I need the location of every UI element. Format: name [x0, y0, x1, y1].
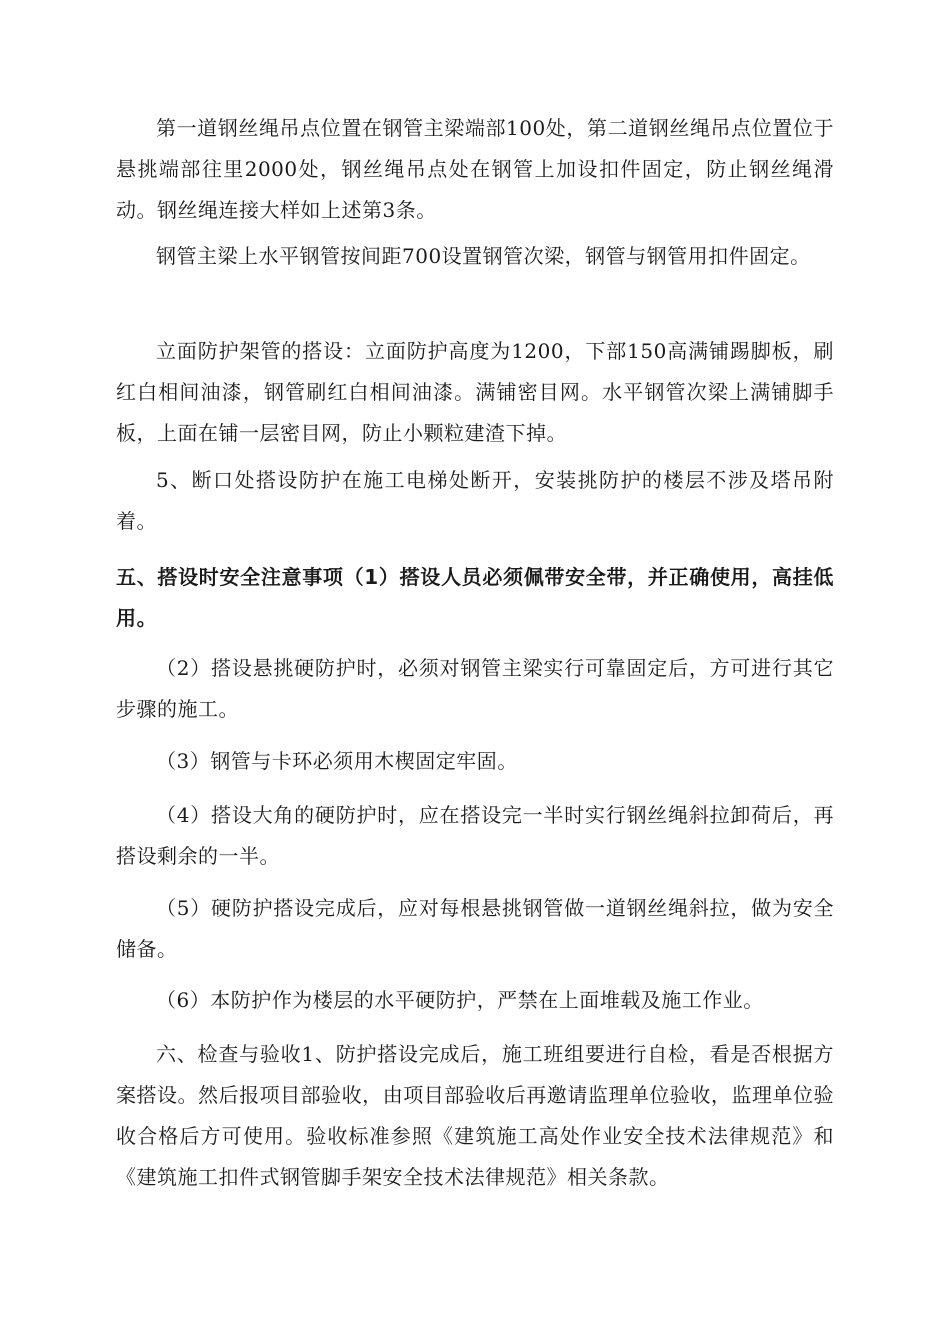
paragraph-secondary-beams: 钢管主梁上水平钢管按间距700设置钢管次梁，钢管与钢管用扣件固定。: [156, 244, 811, 268]
paragraph-safety-note-3: （3）钢管与卡环必须用木楔固定牢固。: [156, 749, 518, 773]
section-heading-safety-notes: 五、搭设时安全注意事项（1）搭设人员必须佩带安全带，并正确使用，高挂低用。: [116, 565, 834, 630]
paragraph-safety-note-5: （5）硬防护搭设完成后，应对每根悬挑钢管做一道钢丝绳斜拉，做为安全储备。: [116, 896, 834, 961]
paragraph-safety-note-6: （6）本防护作为楼层的水平硬防护，严禁在上面堆载及施工作业。: [156, 988, 764, 1012]
paragraph-safety-note-2: （2）搭设悬挑硬防护时，必须对钢管主梁实行可靠固定后，方可进行其它步骤的施工。: [116, 656, 834, 721]
paragraph-inspection-acceptance: 六、检查与验收1、防护搭设完成后，施工班组要进行自检，看是否根据方案搭设。然后报项目部验收，由项目部验收后再邀请监理单位验收，监理单位验收合格后方可使用。验收标准参照《建筑施工高处作业安全技术法律规范》和《建筑施工扣件式钢管脚手架安全技术法律规范》相关条款。: [116, 1042, 834, 1189]
paragraph-wire-rope-lifting-points: 第一道钢丝绳吊点位置在钢管主梁端部100处，第二道钢丝绳吊点位置位于悬挑端部往里2000处，钢丝绳吊点处在钢管上加设扣件固定，防止钢丝绳滑动。钢丝绳连接大样如上述第3条。: [116, 116, 834, 222]
paragraph-break-points: 5、断口处搭设防护在施工电梯处断开，安装挑防护的楼层不涉及塔吊附着。: [116, 468, 834, 533]
paragraph-safety-note-4: （4）搭设大角的硬防护时，应在搭设完一半时实行钢丝绳斜拉卸荷后，再搭设剩余的一半。: [116, 803, 834, 868]
paragraph-facade-protection: 立面防护架管的搭设：立面防护高度为1200，下部150高满铺踢脚板，刷红白相间油漆，钢管刷红白相间油漆。满铺密目网。水平钢管次梁上满铺脚手板，上面在铺一层密目网，防止小颗粒建渣下掉。: [116, 339, 834, 445]
